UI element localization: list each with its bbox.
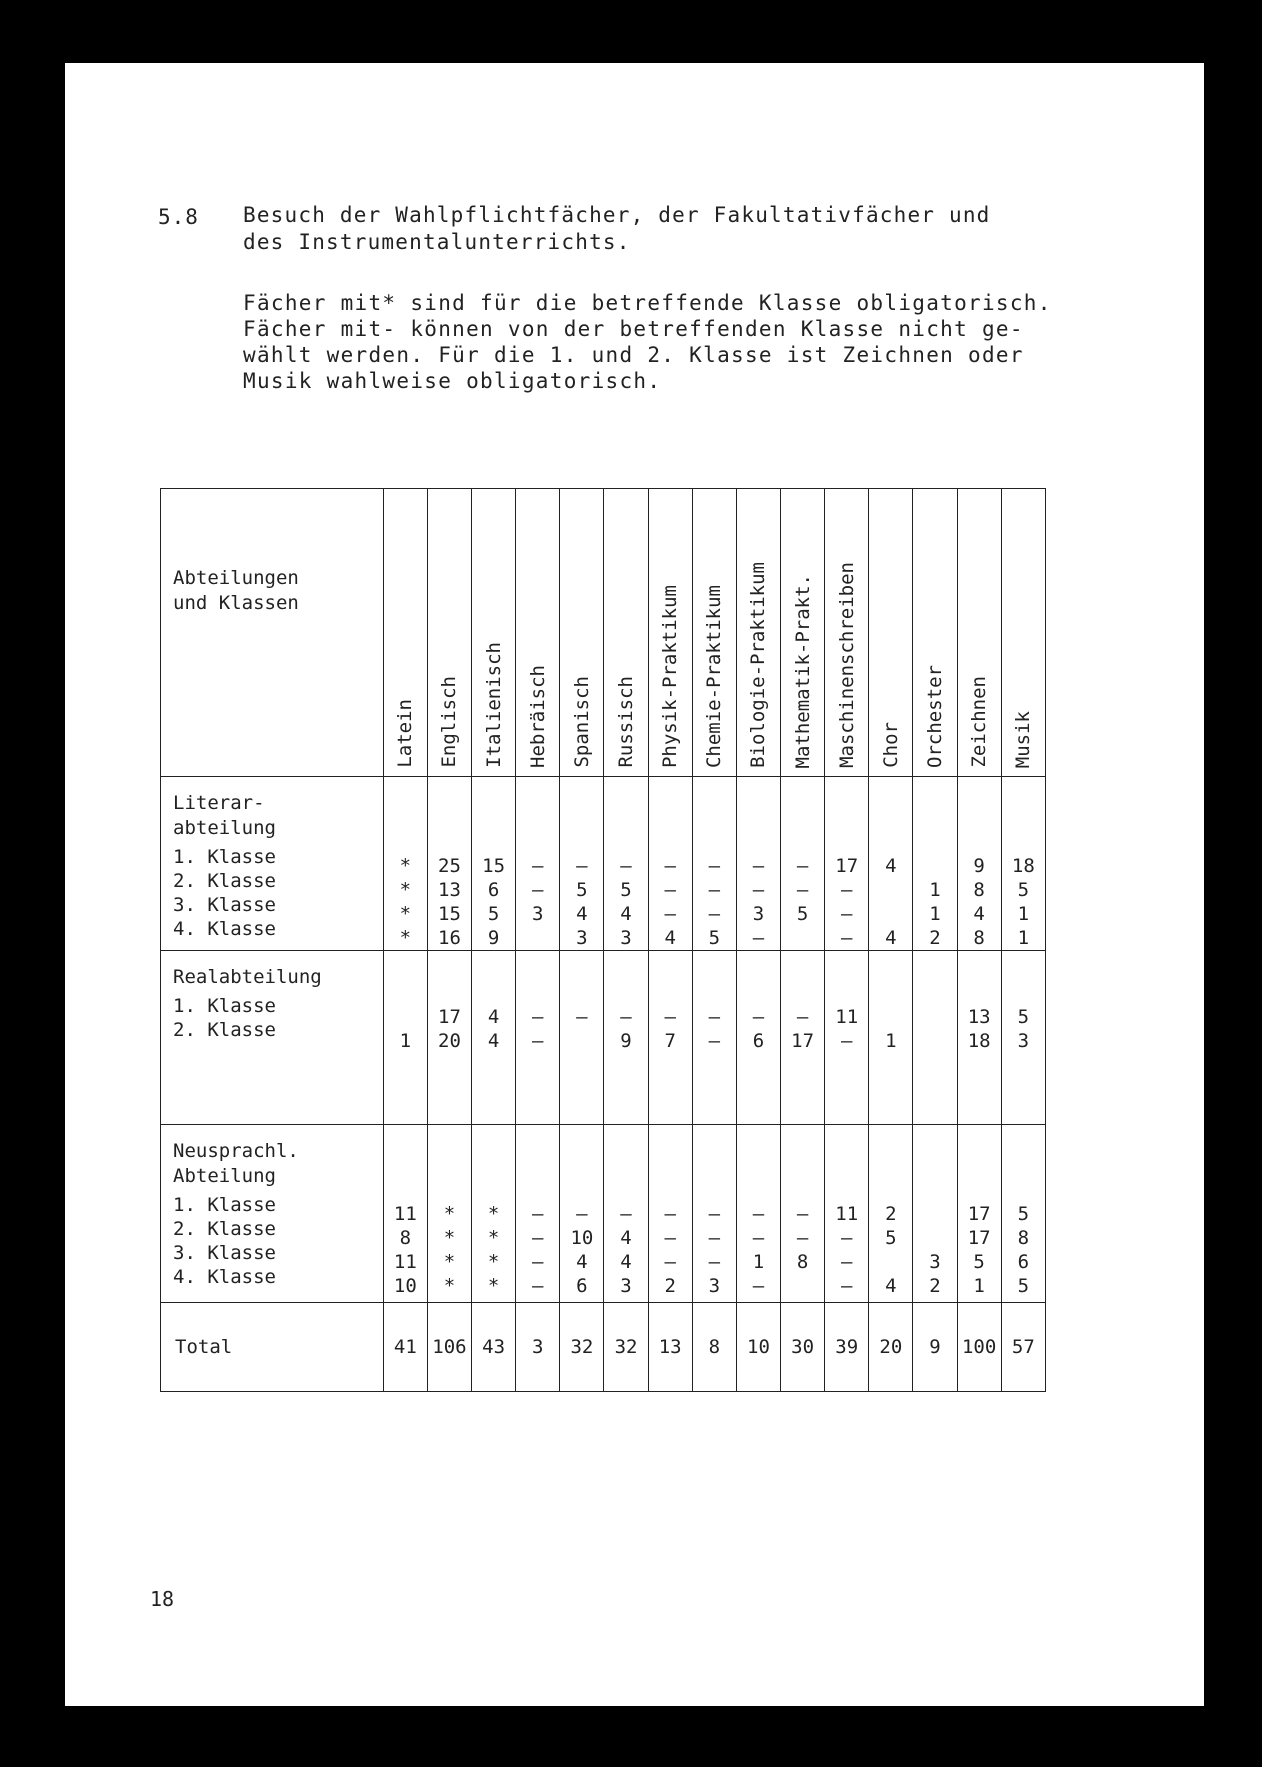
col-header-englisch: Englisch — [427, 489, 471, 777]
col-header-musik: Musik — [1001, 489, 1045, 777]
total-cell: 32 — [604, 1303, 648, 1392]
class-list: 1. Klasse 2. Klasse 3. Klasse 4. Klasse — [173, 1194, 276, 1288]
table-cell: – – – 5 — [692, 777, 736, 951]
group-row-literarabteilung — [161, 777, 1046, 951]
table-cell: 4 4 — [869, 777, 913, 951]
group-name: Neusprachl. Abteilung — [173, 1140, 299, 1187]
table-cell: 11 – — [825, 951, 869, 1125]
total-cell: 43 — [472, 1303, 516, 1392]
table-cell: – – 3 — [516, 777, 560, 951]
group-label — [161, 777, 384, 951]
page-number: 18 — [150, 1587, 175, 1611]
table-cell: – 4 4 3 — [604, 1125, 648, 1303]
total-cell: 32 — [560, 1303, 604, 1392]
table-cell: 3 2 — [913, 1125, 957, 1303]
col-header-chemie-praktikum: Chemie-Praktikum — [692, 489, 736, 777]
table-cell: 17 20 — [427, 951, 471, 1125]
group-row-neusprachl-abteilung — [161, 1125, 1046, 1303]
total-cell: 13 — [648, 1303, 692, 1392]
section-number: 5.8 — [158, 205, 199, 229]
enrollment-table — [160, 488, 1046, 1392]
table-cell — [913, 951, 957, 1125]
table-cell: – – 5 — [781, 777, 825, 951]
table-cell: 17 17 5 1 — [957, 1125, 1001, 1303]
col-header-spanisch: Spanisch — [560, 489, 604, 777]
table-cell: 11 8 11 10 — [383, 1125, 427, 1303]
group-label — [161, 951, 384, 1125]
total-cell: 106 — [427, 1303, 471, 1392]
section-title: Besuch der Wahlpflichtfächer, der Fakultativfächer und des Instrumentalunterrichts. — [243, 203, 991, 254]
table-cell: 11 – – – — [825, 1125, 869, 1303]
total-cell: 8 — [692, 1303, 736, 1392]
table-cell: 1 1 2 — [913, 777, 957, 951]
table-cell: 18 5 1 1 — [1001, 777, 1045, 951]
table-cell: – 5 4 3 — [560, 777, 604, 951]
table-cell: * * * * — [427, 1125, 471, 1303]
table-cell: – – 3 – — [736, 777, 780, 951]
table-cell: – 17 — [781, 951, 825, 1125]
table-cell: * * * * — [472, 1125, 516, 1303]
corner-header: Abteilungen und Klassen — [161, 489, 384, 777]
group-label — [161, 1125, 384, 1303]
total-row — [161, 1303, 1046, 1392]
total-cell: 3 — [516, 1303, 560, 1392]
header-row — [161, 489, 1046, 777]
col-header-zeichnen: Zeichnen — [957, 489, 1001, 777]
table-cell: * * * * — [383, 777, 427, 951]
table-cell: – – 8 — [781, 1125, 825, 1303]
table-cell: – 9 — [604, 951, 648, 1125]
col-header-chor: Chor — [869, 489, 913, 777]
table-cell: – – – 4 — [648, 777, 692, 951]
table-cell: 1 — [383, 951, 427, 1125]
table-cell: – — [560, 951, 604, 1125]
col-header-physik-praktikum: Physik-Praktikum — [648, 489, 692, 777]
class-list: 1. Klasse 2. Klasse 3. Klasse 4. Klasse — [173, 846, 276, 940]
table-cell: 4 4 — [472, 951, 516, 1125]
table-cell: 5 3 — [1001, 951, 1045, 1125]
col-header-italienisch: Italienisch — [472, 489, 516, 777]
table-cell: – – — [692, 951, 736, 1125]
total-cell: 41 — [383, 1303, 427, 1392]
col-header-mathematik-prakt: Mathematik-Prakt. — [781, 489, 825, 777]
total-cell: 100 — [957, 1303, 1001, 1392]
col-header-maschinenschreiben: Maschinenschreiben — [825, 489, 869, 777]
table-cell: – – 1 – — [736, 1125, 780, 1303]
table-cell: 5 8 6 5 — [1001, 1125, 1045, 1303]
total-cell: 30 — [781, 1303, 825, 1392]
col-header-orchester: Orchester — [913, 489, 957, 777]
table-cell: 1 — [869, 951, 913, 1125]
class-list: 1. Klasse 2. Klasse — [173, 995, 276, 1041]
total-cell: 57 — [1001, 1303, 1045, 1392]
table-cell: – 6 — [736, 951, 780, 1125]
table-cell: 15 6 5 9 — [472, 777, 516, 951]
table-cell: – – — [516, 951, 560, 1125]
total-cell: 20 — [869, 1303, 913, 1392]
col-header-russisch: Russisch — [604, 489, 648, 777]
group-row-realabteilung — [161, 951, 1046, 1125]
total-cell: 39 — [825, 1303, 869, 1392]
table-cell: 9 8 4 8 — [957, 777, 1001, 951]
table-cell: – – – – — [516, 1125, 560, 1303]
table-cell: – 7 — [648, 951, 692, 1125]
col-header-hebraeisch: Hebräisch — [516, 489, 560, 777]
table-cell: – – – 3 — [692, 1125, 736, 1303]
col-header-biologie-praktikum: Biologie-Praktikum — [736, 489, 780, 777]
table-cell: 17 – – – — [825, 777, 869, 951]
total-cell: 10 — [736, 1303, 780, 1392]
table-cell: – 5 4 3 — [604, 777, 648, 951]
col-header-latein: Latein — [383, 489, 427, 777]
table-cell: – – – 2 — [648, 1125, 692, 1303]
intro-paragraph: Fächer mit* sind für die betreffende Klasse obligatorisch. Fächer mit- können von der betreffenden Klasse nicht ge- wählt werden. Für die 1. und 2. Klasse ist Zeichnen oder Musik wahlweise obligatorisch. — [243, 291, 1052, 393]
group-name: Realabteilung — [173, 966, 322, 988]
table-cell: 25 13 15 16 — [427, 777, 471, 951]
table-cell: 2 5 4 — [869, 1125, 913, 1303]
table-cell: 13 18 — [957, 951, 1001, 1125]
total-label: Total — [161, 1303, 384, 1392]
table-cell: – 10 4 6 — [560, 1125, 604, 1303]
total-cell: 9 — [913, 1303, 957, 1392]
group-name: Literar- abteilung — [173, 792, 276, 839]
